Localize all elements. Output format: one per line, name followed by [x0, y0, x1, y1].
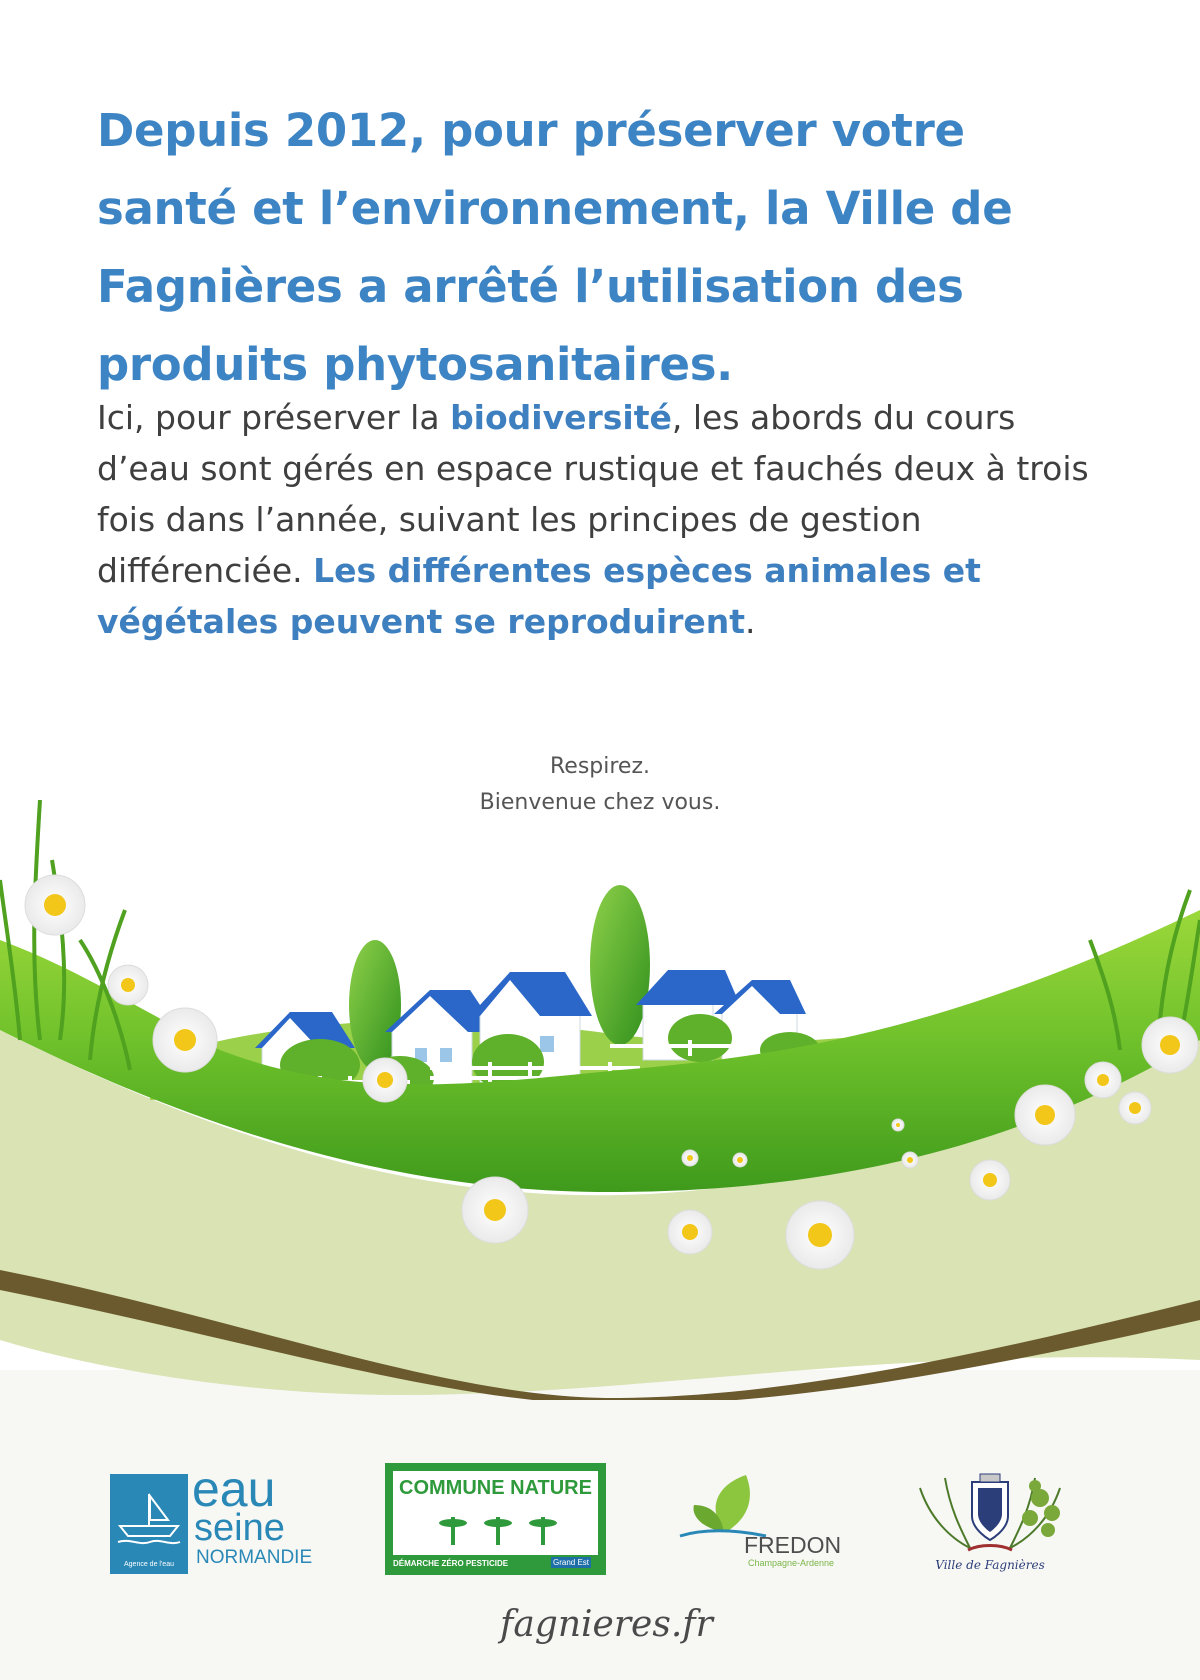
grand-est-badge: Grand Est — [553, 1558, 590, 1567]
fredon-logo — [676, 1470, 846, 1570]
tagline-line-2: Bienvenue chez vous. — [479, 790, 721, 815]
body-text-1: Ici, pour préserver la — [97, 398, 451, 437]
coat-of-arms-icon — [910, 1468, 1070, 1556]
eau-seine-normandie-logo — [110, 1461, 313, 1574]
eau-caption: Agence de l'eau — [124, 1561, 174, 1568]
body-highlight-species: Les différentes espèces animales et végétales peuvent se reproduirent — [97, 551, 981, 641]
leaf-icon — [676, 1470, 786, 1540]
commune-nature-panel — [393, 1471, 598, 1555]
commune-nature-title: COMMUNE NATURE — [399, 1477, 592, 1499]
commune-nature-caption: DÉMARCHE ZÉRO PESTICIDE — [393, 1559, 509, 1568]
body-highlight-biodiversity: biodiversité — [450, 398, 672, 437]
normandie-word: NORMANDIE — [196, 1547, 313, 1568]
meadow-illustration — [0, 800, 1200, 1400]
fredon-name: FREDON — [744, 1532, 842, 1558]
tagline-line-1: Respirez. — [549, 754, 650, 779]
dragonfly-icons — [433, 1509, 563, 1549]
headline: Depuis 2012, pour préserver votre santé et l’environnement, la Ville de Fagnières a arrêté l’utilisation des produits phytosanitaires. — [97, 104, 1013, 391]
body-text-3: . — [745, 602, 756, 641]
tree-2 — [590, 885, 650, 1045]
fredon-region: Champagne-Ardenne — [748, 1558, 835, 1568]
eau-word: eau — [192, 1461, 276, 1517]
boat-icon — [110, 1474, 188, 1554]
seine-word: seine — [194, 1507, 285, 1549]
ville-de-fagnieres-logo — [910, 1468, 1070, 1576]
website-url[interactable]: fagnieres.fr — [500, 1604, 713, 1645]
commune-nature-logo — [385, 1463, 606, 1575]
agence-boat-emblem — [110, 1474, 188, 1574]
body-text-2: , les abords du cours d’eau sont gérés en espace rustique et fauchés deux à trois fois dans l’année, suivant les principes de gestion différenciée. — [97, 398, 1089, 590]
ville-caption: Ville de Fagnières — [935, 1558, 1045, 1572]
body-paragraph — [97, 392, 1107, 647]
